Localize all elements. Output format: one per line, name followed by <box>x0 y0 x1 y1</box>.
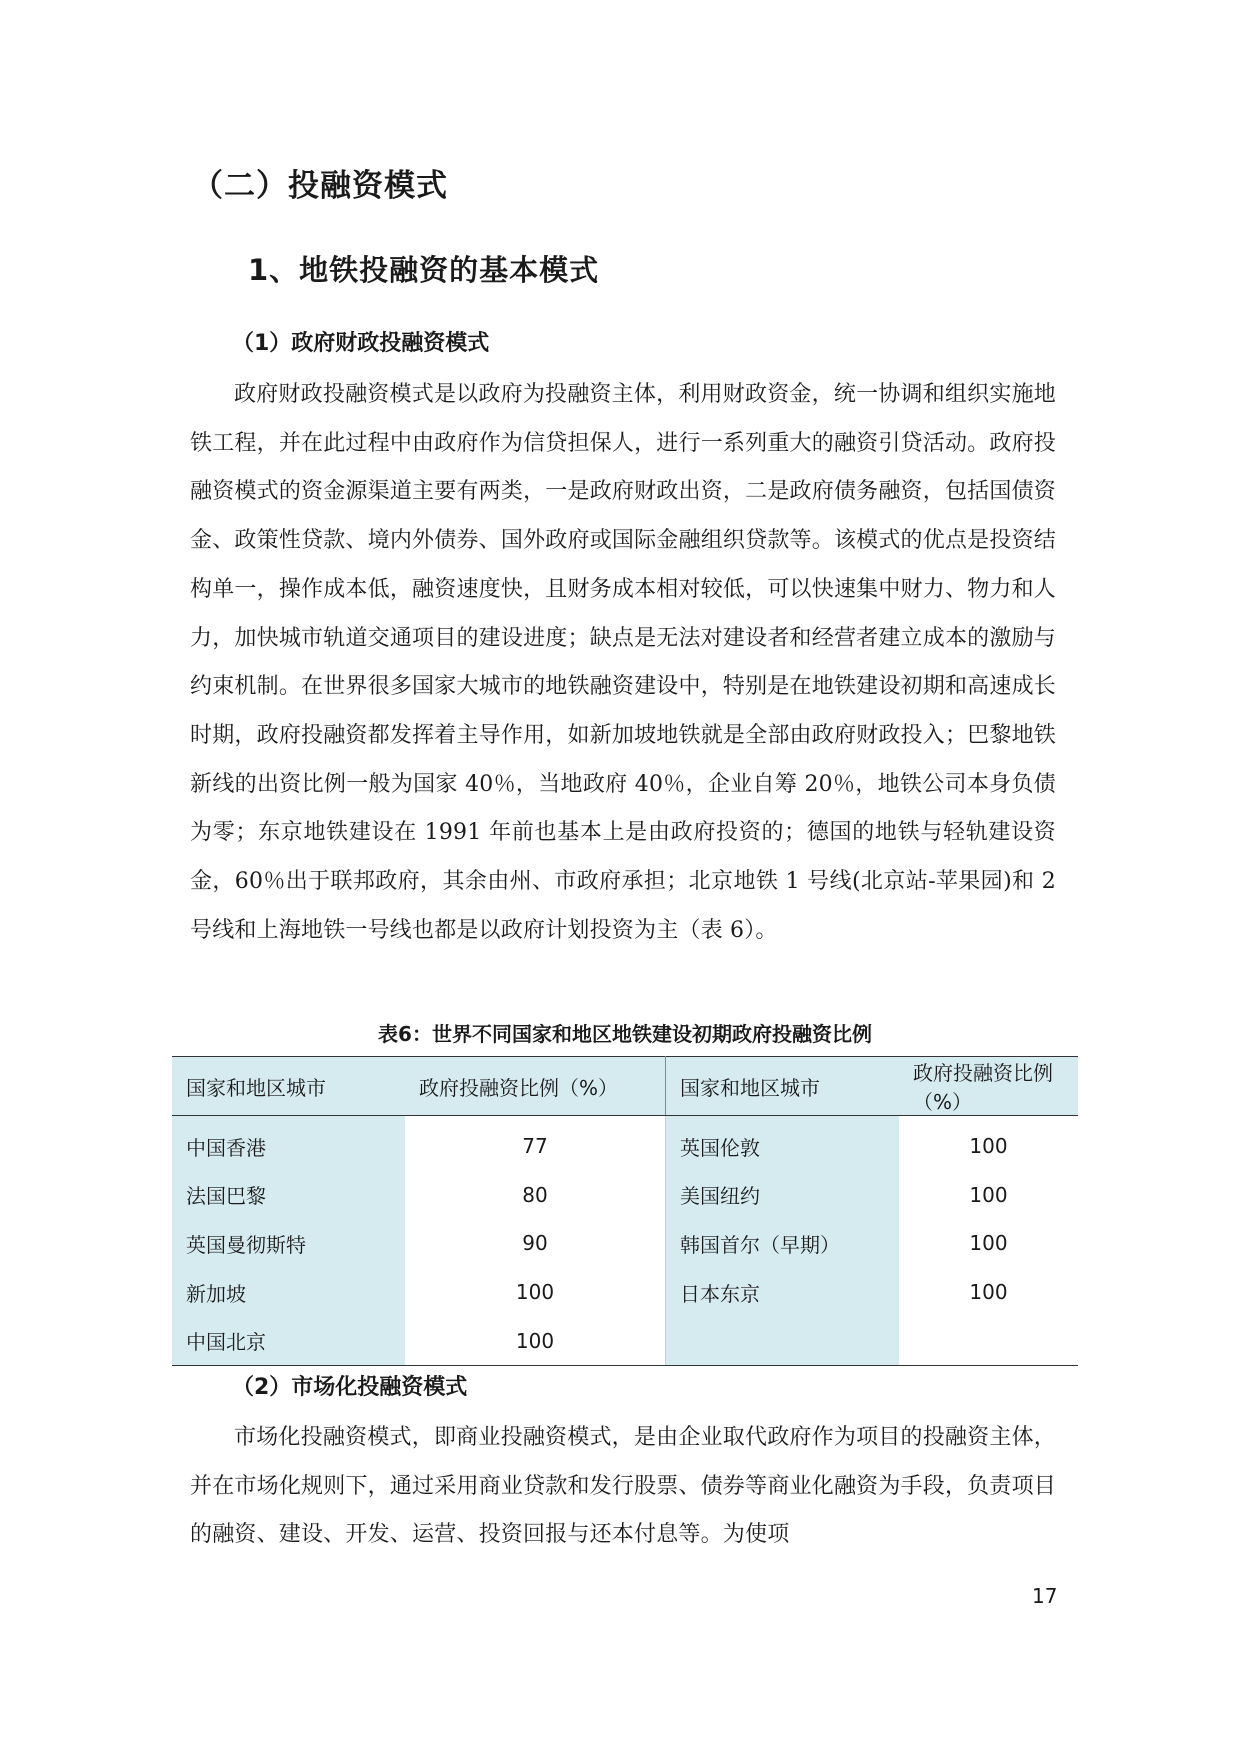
city-cell: 法国巴黎 <box>172 1171 405 1220</box>
ratio-cell: 100 <box>899 1268 1078 1317</box>
city-cell: 日本东京 <box>666 1268 900 1317</box>
item2-heading: （2）市场化投融资模式 <box>232 1375 468 1400</box>
city-cell: 中国北京 <box>172 1316 405 1365</box>
funding-ratio-table <box>172 1056 1078 1366</box>
ratio-cell: 100 <box>405 1316 666 1365</box>
table-row <box>172 1316 1078 1365</box>
ratio-cell: 100 <box>899 1116 1078 1171</box>
table-row <box>172 1219 1078 1268</box>
city-cell: 英国伦敦 <box>666 1116 900 1171</box>
city-cell: 中国香港 <box>172 1116 405 1171</box>
header-city-1: 国家和地区城市 <box>172 1057 405 1116</box>
city-cell: 美国纽约 <box>666 1171 900 1220</box>
city-cell: 韩国首尔（早期） <box>666 1219 900 1268</box>
header-ratio-1: 政府投融资比例（%） <box>405 1057 666 1116</box>
page-number: 17 <box>1032 1584 1058 1608</box>
section-title: （二）投融资模式 <box>192 168 448 204</box>
table-row <box>172 1268 1078 1317</box>
item2-paragraph: 市场化投融资模式，即商业投融资模式，是由企业取代政府作为项目的投融资主体，并在市场化规则下，通过采用商业贷款和发行股票、债券等商业化融资为手段，负责项目的融资、建设、开发、运营、投资回报与还本付息等。为使项 <box>190 1425 1056 1548</box>
ratio-cell: 80 <box>405 1171 666 1220</box>
header-ratio-2: 政府投融资比例（%） <box>899 1057 1078 1116</box>
ratio-cell: 100 <box>899 1171 1078 1220</box>
ratio-cell: 100 <box>405 1268 666 1317</box>
header-city-2: 国家和地区城市 <box>666 1057 900 1116</box>
ratio-cell <box>899 1316 1078 1365</box>
ratio-cell: 77 <box>405 1116 666 1171</box>
item1-paragraph: 政府财政投融资模式是以政府为投融资主体，利用财政资金，统一协调和组织实施地铁工程，并在此过程中由政府作为信贷担保人，进行一系列重大的融资引贷活动。政府投融资模式的资金源渠道主要有两类，一是政府财政出资，二是政府债务融资，包括国债资金、政策性贷款、境内外债券、国外政府或国际金融组织贷款等。该模式的优点是投资结构单一，操作成本低，融资速度快，且财务成本相对较低，可以快速集中财力、物力和人力，加快城市轨道交通项目的建设进度；缺点是无法对建设者和经营者建立成本的激励与约束机制。在世界很多国家大城市的地铁融资建设中，特别是在地铁建设初期和高速成长时期，政府投融资都发挥着主导作用，如新加坡地铁就是全部由政府财政投入；巴黎地铁新线的出资比例一般为国家 40％，当地政府 40％，企业自筹 20％，地铁公司本身负债为零；东京地铁建设在 1991 年前也基本上是由政府投资的；德国的地铁与轻轨建设资金，60％出于联邦政府，其余由州、市政府承担；北京地铁 1 号线(北京站-苹果园)和 2 号线和上海地铁一号线也都是以政府计划投资为主（表 6）。 <box>190 382 1056 943</box>
city-cell <box>666 1316 900 1365</box>
subsection-title: 1、地铁投融资的基本模式 <box>248 253 600 287</box>
ratio-cell: 90 <box>405 1219 666 1268</box>
ratio-cell: 100 <box>899 1219 1078 1268</box>
item1-heading: （1）政府财政投融资模式 <box>232 331 490 356</box>
city-cell: 新加坡 <box>172 1268 405 1317</box>
table-caption: 表6：世界不同国家和地区地铁建设初期政府投融资比例 <box>378 1022 872 1046</box>
table-row <box>172 1171 1078 1220</box>
city-cell: 英国曼彻斯特 <box>172 1219 405 1268</box>
table-header-row <box>172 1057 1078 1116</box>
table-row <box>172 1116 1078 1171</box>
